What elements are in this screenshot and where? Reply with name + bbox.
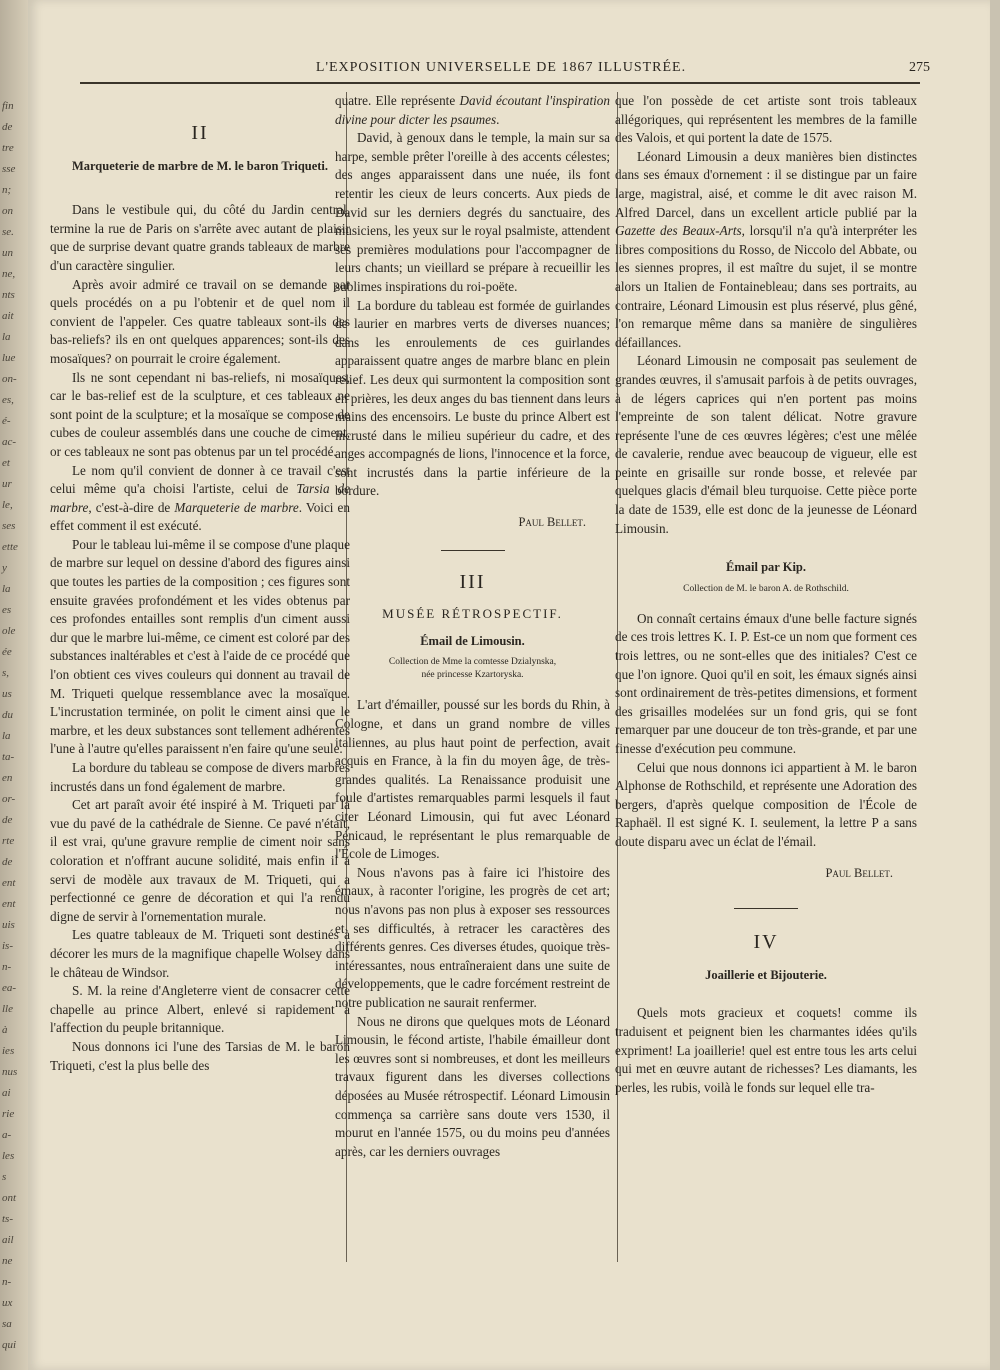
gutter-fragment: on- xyxy=(2,373,17,385)
gutter-fragment: de xyxy=(2,856,13,868)
paragraph: Nous donnons ici l'une des Tarsias de M. le baron Triqueti, c'est la plus belle des xyxy=(50,1038,350,1073)
gutter-fragment: n; xyxy=(2,184,12,196)
facing-page-edge xyxy=(0,0,28,1370)
gutter-fragment: la xyxy=(2,331,11,343)
gutter-fragment: qui xyxy=(2,1339,17,1351)
gutter-fragment: tre xyxy=(2,142,14,154)
gutter-fragment: ies xyxy=(2,1045,15,1057)
gutter-fragment: is- xyxy=(2,940,13,952)
gutter-fragment: ux xyxy=(2,1297,13,1309)
gutter-fragment: or- xyxy=(2,793,16,805)
gutter-fragment: ont xyxy=(2,1192,17,1204)
gutter-fragment: de xyxy=(2,121,13,133)
author-signature: Paul Bellet. xyxy=(518,515,586,530)
article-subtitle: Émail de Limousin. xyxy=(420,633,525,648)
paragraph: Les quatre tableaux de M. Triqueti sont destinés à décorer les murs de la magnifique chapelle Wolsey dans le château de Windsor. xyxy=(50,927,350,980)
section-number: II xyxy=(191,122,209,144)
paragraph: Ils ne sont cependant ni bas-reliefs, ni mosaïques, car le bas-relief est de la sculpture, et ces tableaux ne sont point de la sculpture; et la mosaïque se compose de cubes de couleur assemblés dans une couche de ciment, or ces tableaux ne sont pas obtenus par un tel procédé. xyxy=(50,369,350,459)
gutter-fragment: ta- xyxy=(2,751,15,763)
gutter-fragment: ts- xyxy=(2,1213,13,1225)
gutter-fragment: ail xyxy=(2,1234,14,1246)
gutter-fragment: ses xyxy=(2,520,16,532)
gutter-fragment: le, xyxy=(2,499,13,511)
gutter-fragment: sa xyxy=(2,1318,12,1330)
paragraph: Après avoir admiré ce travail on se demande par quels procédés on a pu l'obtenir et de quel nom il convient de l'appeler. Ces quatre tableaux sont-ils des bas-reliefs? ils en ont quelques apparences; sont-ils des mosaïques? on pourrait le croire également. xyxy=(50,276,350,366)
gutter-fragment: du xyxy=(2,709,13,721)
column-1 xyxy=(50,92,350,1075)
section-number: IV xyxy=(753,931,779,954)
paragraph: La bordure du tableau se compose de divers marbres incrustés dans un fond également de marbre. xyxy=(50,760,350,794)
paragraph: S. M. la reine d'Angleterre vient de consacrer cette chapelle au prince Albert, enlevé si rapidement à l'affection du peuple britannique. xyxy=(50,983,350,1036)
gutter-fragment: ole xyxy=(2,625,16,637)
collection-credit: Collection de Mme la comtesse Dzialynska, née princesse Kzartoryska. xyxy=(388,657,557,681)
gutter-fragment: ea- xyxy=(2,982,17,994)
gutter-fragment: sse xyxy=(2,163,16,175)
gutter-fragment: les xyxy=(2,1150,15,1162)
paragraph: Le nom qu'il convient de donner à ce travail c'est celui même qu'a choisi l'artiste, celui de Tarsia de marbre, c'est-à-dire de Marqueterie de marbre. Voici en effet comment il est exécuté. xyxy=(50,462,351,534)
gutter-fragment: é- xyxy=(2,415,11,427)
section-title: Marqueterie de marbre de M. le baron Triqueti. xyxy=(71,158,329,173)
section-title: MUSÉE RÉTROSPECTIF. xyxy=(382,606,563,622)
gutter-fragment: nts xyxy=(2,289,15,301)
gutter-fragment: s, xyxy=(2,667,10,679)
gutter-fragment: ent xyxy=(2,898,16,910)
gutter-fragment: nus xyxy=(2,1066,18,1078)
gutter-fragment: ée xyxy=(2,646,12,658)
paragraph: Dans le vestibule qui, du côté du Jardin central, termine la rue de Paris on s'arrête avec autant de plaisir que de surprise devant quatre grands tableaux de marbre d'un caractère singulier. xyxy=(50,202,350,273)
gutter-fragment: us xyxy=(2,688,12,700)
gutter-fragment: es, xyxy=(2,394,14,406)
header-rule xyxy=(80,82,920,84)
gutter-fragment: ette xyxy=(2,541,18,553)
gutter-fragment: en xyxy=(2,772,13,784)
gutter-fragment: on xyxy=(2,205,13,217)
author-signature: Paul Bellet. xyxy=(825,865,893,880)
gutter-fragment: rte xyxy=(2,835,15,847)
paragraph: La bordure du tableau est formée de guirlandes de laurier en marbres verts de diverses nuances; dans les enroulements de ces guirlandes apparaissent quatre anges de marbre blanc en plein relief. Les deux qui surmontent la composition sont en prières, les deux anges du bas tiennent dans leurs mains des encensoirs. Le buste du prince Albert est incrusté dans le milieu supérieur du cadre, et des anges accompagnés de lions, l'innocence et la force, sont incrustés dans la partie inférieure de la bordure. xyxy=(335,297,610,499)
collection-credit: Collection de M. le baron A. de Rothschild. xyxy=(683,583,849,594)
gutter-fragment: a- xyxy=(2,1129,12,1141)
gutter-fragment: lue xyxy=(2,352,16,364)
gutter-fragment: ne, xyxy=(2,268,16,280)
gutter-fragment: uis xyxy=(2,919,15,931)
section-number: III xyxy=(459,570,486,593)
paragraph: L'art d'émailler, poussé sur les bords du Rhin, à Cologne, et dans un grand nombre de villes italiennes, au plus haut point de perfection, avait acquis en France, à la fin du moyen âge, de très-grandes qualités. La Renaissance produisit une foule d'artistes remarquables parmi lesquels il faut citer Léonard Limousin, qui fut avec Léonard Pénicaud, le représentant le plus remarquable de l'École de Limoges. xyxy=(335,697,610,862)
gutter-fragment: ne xyxy=(2,1255,13,1267)
paragraph: Léonard Limousin a deux manières bien distinctes dans ses émaux d'ornement : il se distingue par un faire large, magistral, aisé, et comme le dit avec raison M. Alfred Darcel, dans un excellent article publié par la Gazette des Beaux-Arts, lorsqu'il n'a qu'à interpréter les libres compositions du Rosso, de Niccolo del Abbate, ou les siennes propres, il est maître du sujet, il se montre alors un Italien de Fontainebleau; dans ses portraits, au contraire, Léonard Limousin est plus réservé, plus gêné, l'on remarque même dans sa manière de singulières défaillances. xyxy=(615,148,917,350)
gutter-fragment: fin xyxy=(2,100,14,112)
gutter-fragment: lle xyxy=(2,1003,13,1015)
gutter-fragment: un xyxy=(2,247,13,259)
paragraph: Léonard Limousin ne composait pas seulement de grandes œuvres, il s'amusait parfois à de petits ouvrages, à de légers caprices qui n'en portent pas moins l'empreinte de son talent délicat. Notre gravure représente l'une de ces œuvres légères; c'est une mêlée de cavalerie, rendue avec beaucoup de vigueur, elle est peinte en grisaille sur ronde bosse, et relevée par quelques glacis d'émail bleu turquoise. Cette pièce porte la date de 1539, elle est donc de la jeunesse de Léonard Limousin. xyxy=(615,353,917,536)
section-title: Joaillerie et Bijouterie. xyxy=(705,967,827,982)
paragraph: Cet art paraît avoir été inspiré à M. Triqueti par la vue du pavé de la cathédrale de Sienne. Ce pavé n'était, il est vrai, qu'une gravure remplie de ciment noir sans coloration et n'offrant aucune solidité, mais enfin il a servi de modèle aux travaux de M. Triqueti, qui a perfectionné ce genre de décoration et qui l'a rendu digne de servir à l'ornementation murale. xyxy=(50,797,350,924)
paragraph: quatre. Elle représente David écoutant l'inspiration divine pour dicter les psaumes. xyxy=(335,93,610,127)
column-2 xyxy=(335,92,610,1161)
gutter-fragment: es xyxy=(2,604,12,616)
page-number: 275 xyxy=(909,60,930,75)
section-divider xyxy=(441,550,505,551)
gutter-fragment: la xyxy=(2,730,11,742)
paragraph: David, à genoux dans le temple, la main sur sa harpe, semble prêter l'oreille à des accents célestes; des anges apparaissent dans une nuée, ils font retentir les cieux de leurs concerts. Aux pieds de David sur les derniers degrés du sanctuaire, des musiciens, les yeux sur le royal psalmiste, attendent ses premières modulations pour l'accompagner de leurs chants; un vieillard se prépare à recueillir les sublimes inspirations du roi-poëte. xyxy=(335,130,610,294)
gutter-fragment: rie xyxy=(2,1108,15,1120)
paragraph: Nous ne dirons que quelques mots de Léonard Limousin, le fécond artiste, l'habile émailleur dont les œuvres sont si nombreuses, et dont les meilleurs travaux figurent dans les diverses collections déposées au Musée rétrospectif. Léonard Limousin commença sa carrière sans doute vers 1530, il mourut en l'année 1575, ou du moins peu d'années après, car les derniers ouvrages xyxy=(335,1013,610,1159)
gutter-fragment: et xyxy=(2,457,10,469)
paragraph: Nous n'avons pas à faire ici l'histoire des émaux, à raconter l'origine, les progrès de cet art; nous n'avons pas non plus à exposer ses ressources et ses difficultés, à retracer les caractères des différents genres. Ces diverses études, quoique très-intéressantes, nous entraîneraient dans une suite de développements, que le cadre forcément restreint de notre publication ne saurait renfermer. xyxy=(335,864,610,1010)
gutter-fragment: ac- xyxy=(2,436,17,448)
gutter-fragment: se. xyxy=(2,226,14,238)
gutter-fragment: ent xyxy=(2,877,16,889)
gutter-fragment: n- xyxy=(2,1276,12,1288)
gutter-fragment: ait xyxy=(2,310,14,322)
paragraph: Celui que nous donnons ici appartient à M. le baron Alphonse de Rothschild, et représente une Adoration des bergers, d'après quelque composition de l'École de Raphaël. Il est signé K. I. seulement, la lettre P a sans doute disparu avec un éclat de l'émail. xyxy=(615,759,917,849)
gutter-fragment: ur xyxy=(2,478,12,490)
article-subtitle: Émail par Kip. xyxy=(726,560,806,575)
gutter-fragment: s xyxy=(2,1171,7,1183)
gutter-fragment: y xyxy=(2,562,7,574)
gutter-fragment: de xyxy=(2,814,13,826)
gutter-fragment: à xyxy=(2,1024,8,1036)
gutter-fragment: n- xyxy=(2,961,12,973)
running-title: L'EXPOSITION UNIVERSELLE DE 1867 ILLUSTRÉE. xyxy=(315,60,687,75)
paragraph: On connaît certains émaux d'une belle facture signés de ces trois lettres K. I. P. Est-ce un nom que forment ces trois lettres, ou ne sont-elles que des initiales? C'est ce que l'on ignore. Quoi qu'il en soit, les émaux signés ainsi sont ordinairement de très-petites dimensions, et forment des grisailles modelées sur un fond gris, qui se font remarquer par une douceur de ton très-grande, et par une finesse d'exécution peu commune. xyxy=(615,610,917,756)
section-divider xyxy=(734,908,798,909)
paragraph: que l'on possède de cet artiste sont trois tableaux allégoriques, qui représentent les membres de la famille des Valois, et qui portent la date de 1575. xyxy=(615,93,917,146)
gutter-fragment: ai xyxy=(2,1087,11,1099)
paragraph: Pour le tableau lui-même il se compose d'une plaque de marbre sur lequel on dessine d'abord des figures ainsi que toutes les parties de la composition ; ces figures sont ensuite gravées profondément et les vides obtenus par ces profondes entailles sont remplis d'un ciment aussi dur que le marbre lui-même, ce ciment est coloré par des substances inaltérables et c'est à l'aide de ce procédé que l'on obtient ces vives couleurs qui donnent au travail de M. Triqueti quelque ressemblance avec la mosaïque. L'incrustation terminée, on polit le ciment ainsi que le marbre, et les deux substances sont tellement adhérentes l'une à l'autre qu'elles paraissent n'en faire qu'une seule. xyxy=(50,536,350,757)
paragraph: Quels mots gracieux et coquets! comme ils traduisent et peignent bien les charmantes idées qu'ils expriment! La joaillerie! quel est entre tous les arts celui qui met en œuvre autant de richesses? Les diamants, les perles, les rubis, voilà le fonds sur lequel elle tra- xyxy=(615,1005,917,1095)
column-3 xyxy=(615,92,917,1097)
gutter-fragment: la xyxy=(2,583,11,595)
